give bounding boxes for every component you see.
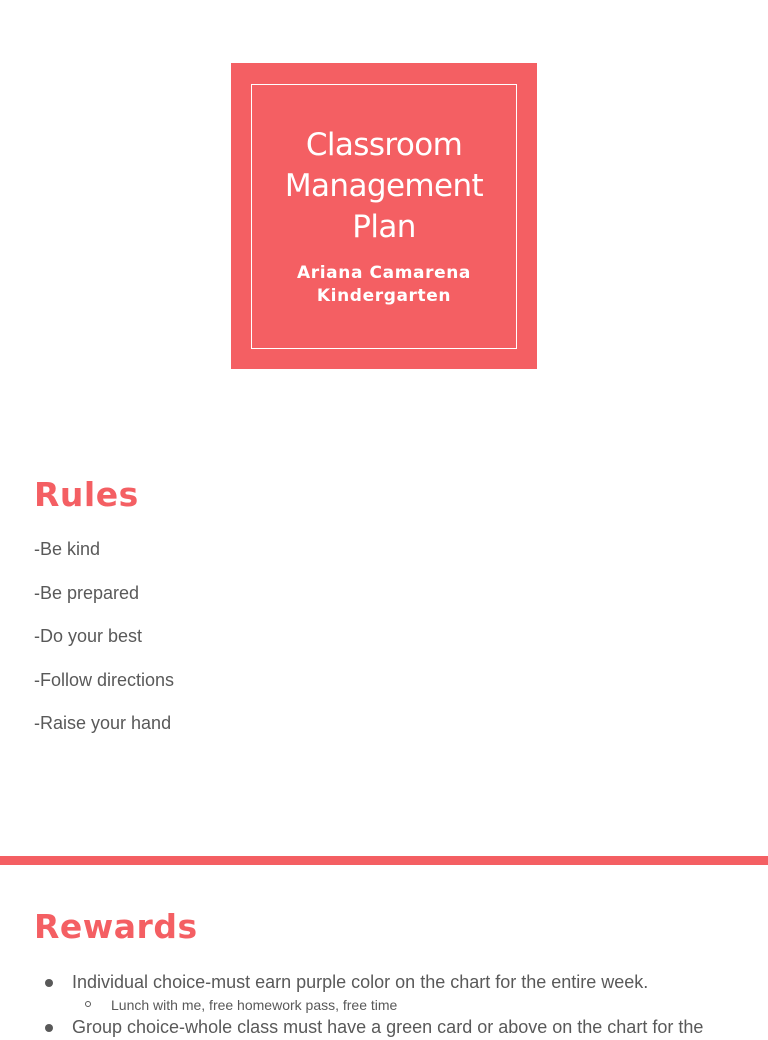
reward-item xyxy=(0,970,768,1015)
reward-sub-item xyxy=(72,995,768,1015)
title-frame xyxy=(251,84,517,349)
rule-item: -Raise your hand xyxy=(34,713,172,733)
title-line: Plan xyxy=(352,209,416,245)
rules-heading: Rules xyxy=(34,475,139,514)
reward-sub-list xyxy=(72,995,768,1015)
bullet-icon xyxy=(45,1024,53,1032)
rule-item: -Do your best xyxy=(34,626,143,646)
rewards-list xyxy=(0,970,768,1040)
reward-item-text: Group choice-whole class must have a green card or above on the chart for the xyxy=(72,1017,704,1037)
reward-item xyxy=(0,1015,768,1040)
rewards-heading: Rewards xyxy=(34,907,198,946)
presentation-title xyxy=(285,125,483,248)
bullet-icon xyxy=(45,979,53,987)
reward-sub-item-text: Lunch with me, free homework pass, free time xyxy=(111,997,398,1013)
author-name: Ariana Camarena xyxy=(297,263,471,283)
rule-item: -Follow directions xyxy=(34,669,175,690)
hollow-bullet-icon xyxy=(85,1001,91,1007)
rule-item: -Be prepared xyxy=(34,582,140,603)
rule-item: -Be kind xyxy=(34,539,101,559)
grade-level: Kindergarten xyxy=(316,286,452,306)
title-line: Classroom xyxy=(305,127,463,163)
reward-item-text: Individual choice-must earn purple color on the chart for the entire week. xyxy=(72,972,649,992)
title-card xyxy=(231,63,537,369)
title-line: Management xyxy=(284,168,484,204)
rules-list xyxy=(34,537,174,755)
presentation-subtitle xyxy=(297,262,471,308)
slide-divider xyxy=(0,856,768,865)
